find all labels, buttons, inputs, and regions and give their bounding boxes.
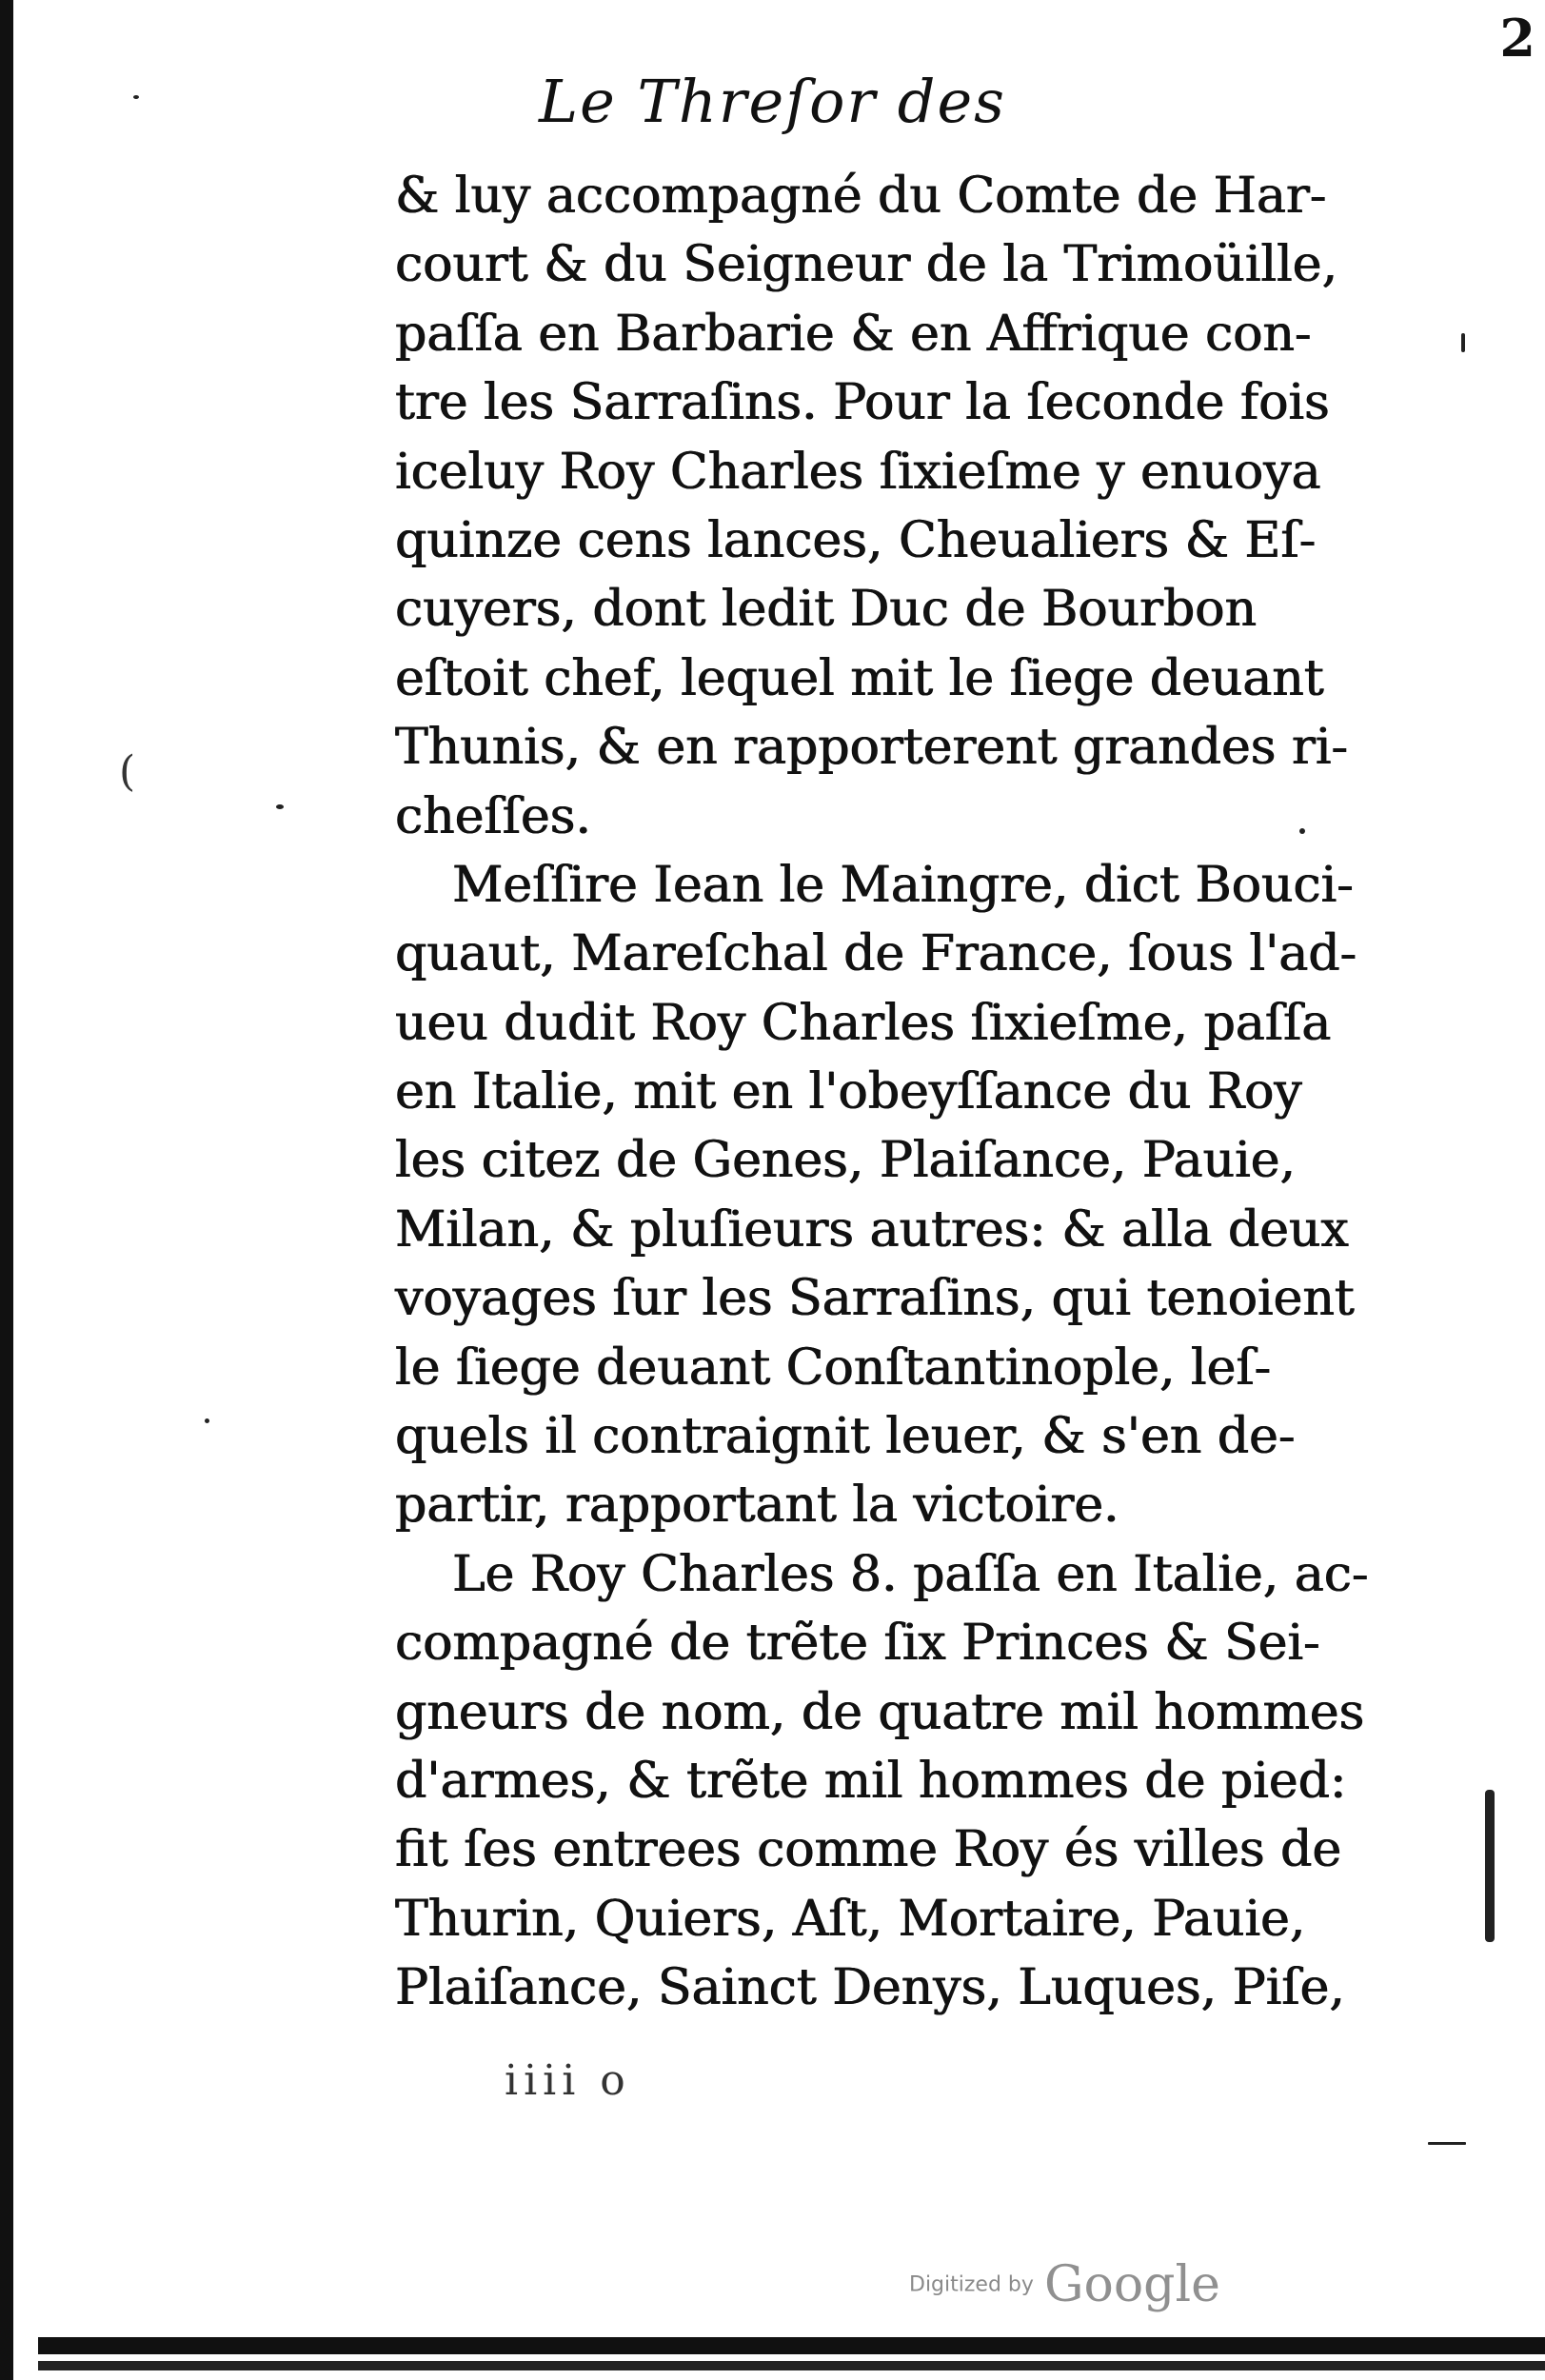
bottom-edge-rule xyxy=(38,2337,1545,2354)
text-line: en Italie, mit en l'obeyſſance du Roy xyxy=(395,1063,1302,1121)
text-line: paſſa en Barbarie & en Affrique con- xyxy=(395,305,1312,363)
text-line: d'armes, & trẽte mil hommes de pied: xyxy=(395,1752,1347,1810)
text-line: quinze cens lances, Cheualiers & Eſ- xyxy=(395,511,1317,569)
binding-edge xyxy=(0,0,13,2380)
scan-speck xyxy=(1461,333,1465,352)
scan-speck xyxy=(133,95,139,99)
scan-speck xyxy=(1485,1790,1495,1942)
text-line: cheſſes. xyxy=(395,787,591,845)
margin-mark: ( xyxy=(119,747,136,796)
scan-speck xyxy=(205,1418,209,1423)
text-line: cuyers, dont ledit Duc de Bourbon xyxy=(395,581,1257,639)
paragraph-start-line: Le Roy Charles 8. paſſa en Italie, ac- xyxy=(452,1545,1369,1603)
scan-speck xyxy=(276,804,284,809)
text-line: ueu dudit Roy Charles ſixieſme, paſſa xyxy=(395,994,1332,1052)
text-line: Milan, & pluſieurs autres: & alla deux xyxy=(395,1200,1349,1259)
text-line: Plaiſance, Sainct Denys, Luques, Piſe, xyxy=(395,1959,1345,2017)
text-line: quels il contraignit leuer, & s'en de- xyxy=(395,1408,1296,1466)
text-line: iceluy Roy Charles ſixieſme y enuoya xyxy=(395,443,1321,501)
text-line: quaut, Mareſchal de France, ſous l'ad- xyxy=(395,925,1357,983)
scan-speck xyxy=(1299,828,1305,834)
text-line: Thurin, Quiers, Aſt, Mortaire, Pauie, xyxy=(395,1890,1306,1948)
text-line: court & du Seigneur de la Trimoüille, xyxy=(395,236,1338,294)
text-line: les citez de Genes, Plaiſance, Pauie, xyxy=(395,1132,1296,1190)
text-line: gneurs de nom, de quatre mil hommes xyxy=(395,1683,1365,1741)
body-text xyxy=(395,162,1414,2023)
text-line: voyages ſur les Sarraſins, qui tenoient xyxy=(395,1270,1355,1328)
watermark-digitized-label: Digitized by xyxy=(909,2272,1034,2297)
text-line: le ſiege deuant Conſtantinople, leſ- xyxy=(395,1339,1272,1397)
text-line: partir, rapportant la victoire. xyxy=(395,1477,1119,1535)
text-line: Thunis, & en rapporterent grandes ri- xyxy=(395,719,1348,777)
scan-speck xyxy=(1428,2142,1466,2145)
text-line: fit ſes entrees comme Roy és villes de xyxy=(395,1821,1342,1879)
text-line: tre les Sarraſins. Pour la ſeconde fois xyxy=(395,374,1330,432)
text-line: compagné de trẽte ſix Princes & Sei- xyxy=(395,1615,1320,1673)
page-corner-mark: 2 xyxy=(1499,8,1535,69)
footer-signature-mark: iiii o xyxy=(505,2056,631,2105)
bottom-edge-rule xyxy=(38,2361,1545,2370)
text-line: eſtoit chef, lequel mit le ſiege deuant xyxy=(395,649,1324,707)
running-head: Le Threſor des xyxy=(538,67,1006,136)
watermark-google-logo: Google xyxy=(1044,2256,1220,2313)
digitized-watermark xyxy=(909,2256,1220,2313)
paragraph-start-line: Meſſire Iean le Maingre, dict Bouci- xyxy=(452,856,1354,914)
text-line: & luy accompagné du Comte de Har- xyxy=(395,168,1327,225)
